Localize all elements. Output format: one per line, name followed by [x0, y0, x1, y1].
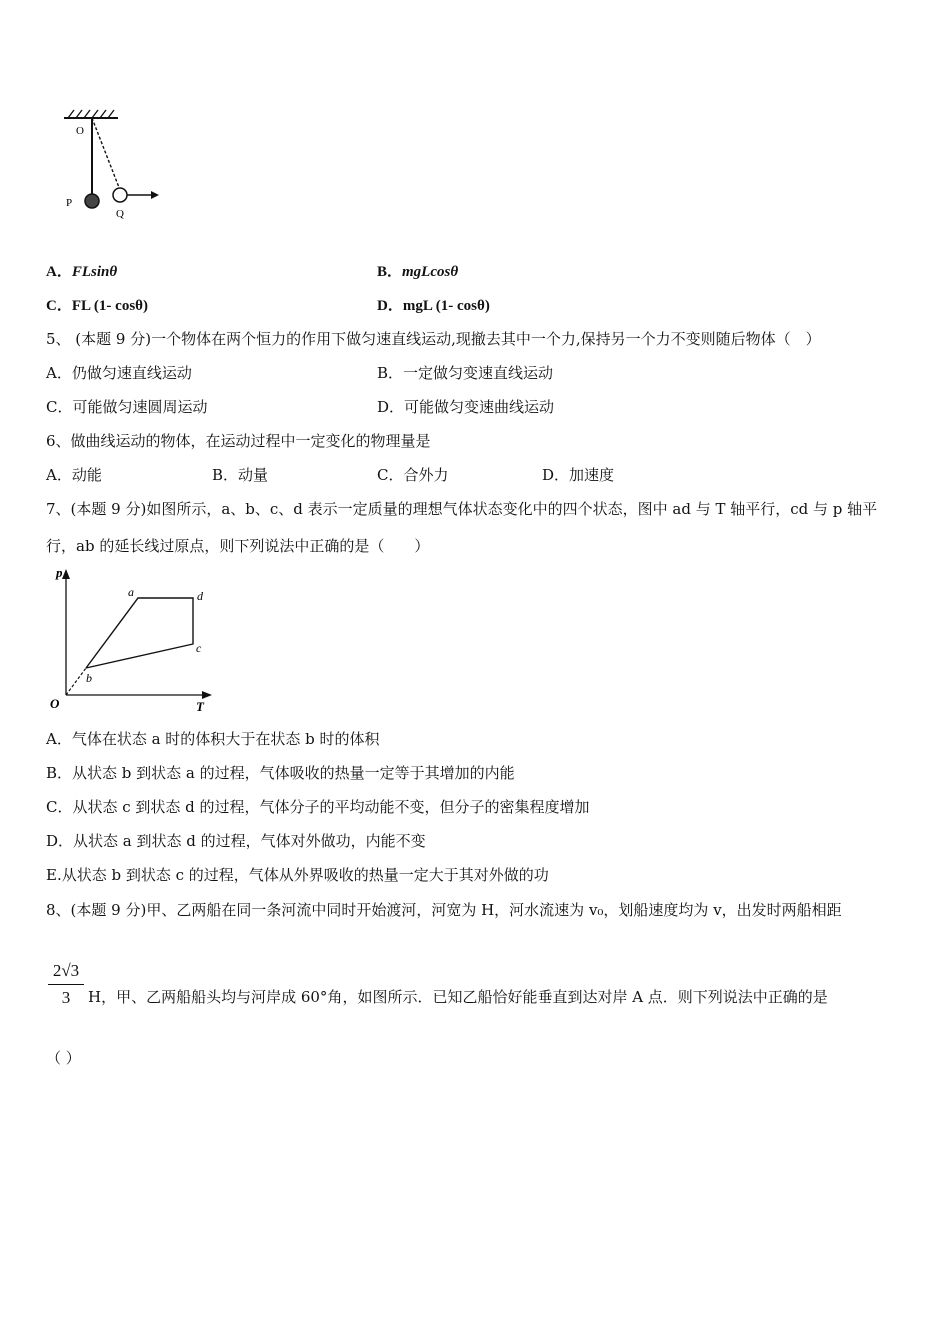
label-q: Q — [116, 208, 124, 220]
state-b: b — [86, 671, 92, 685]
axis-t: T — [196, 699, 204, 714]
q8-stem-line2: H，甲、乙两船船头均与河岸成 60°角，如图所示．已知乙船恰好能垂直到达对岸 A 点．则下列说法中正确的是 — [88, 988, 828, 1006]
q4-option-d: D．mgL (1- cosθ) — [377, 298, 490, 314]
state-c: c — [196, 641, 202, 655]
q6-option-d: D．加速度 — [542, 466, 615, 484]
state-a: a — [128, 585, 134, 599]
q7-option-c: C．从状态 c 到状态 d 的过程，气体分子的平均动能不变，但分子的密集程度增加 — [46, 798, 590, 816]
pendulum-figure — [58, 106, 178, 226]
q4-option-b: B．mgLcosθ — [377, 264, 459, 280]
state-d: d — [197, 589, 203, 603]
q7-stem-line2: 行，ab 的延长线过原点，则下列说法中正确的是（ ） — [46, 537, 430, 555]
axis-p: p — [56, 565, 63, 580]
q7-option-a: A．气体在状态 a 时的体积大于在状态 b 时的体积 — [46, 730, 380, 748]
label-o: O — [76, 125, 84, 137]
q8-answer-paren: （ ） — [46, 1049, 81, 1067]
fraction-denominator: 3 — [61, 988, 71, 1007]
q7-option-d: D．从状态 a 到状态 d 的过程，气体对外做功，内能不变 — [46, 832, 426, 850]
fraction — [46, 960, 86, 1009]
q6-stem: 6、做曲线运动的物体，在运动过程中一定变化的物理量是 — [46, 432, 431, 450]
q5-stem: 5、 (本题 9 分)一个物体在两个恒力的作用下做匀速直线运动,现撤去其中一个力,保持另一个力不变则随后物体（ ） — [46, 330, 821, 348]
q5-option-c: C．可能做匀速圆周运动 — [46, 398, 208, 416]
fraction-numerator: 2√3 — [52, 961, 80, 980]
q5-option-d: D．可能做匀变速曲线运动 — [377, 398, 555, 416]
q7-option-e: E.从状态 b 到状态 c 的过程，气体从外界吸收的热量一定大于其对外做的功 — [46, 866, 549, 884]
label-p: P — [66, 197, 73, 209]
q5-option-b: B．一定做匀变速直线运动 — [377, 364, 554, 382]
q8-stem-line1: 8、(本题 9 分)甲、乙两船在同一条河流中同时开始渡河，河宽为 H，河水流速为 v₀，划船速度均为 v，出发时两船相距 — [46, 901, 842, 919]
q6-option-c: C．合外力 — [377, 466, 449, 484]
q6-option-a: A．动能 — [46, 466, 102, 484]
q4-option-c: C．FL (1- cosθ) — [46, 298, 148, 314]
origin-o: O — [50, 696, 60, 711]
pt-graph — [44, 565, 224, 715]
q6-option-b: B．动量 — [212, 466, 269, 484]
q4-option-a: A．FLsinθ — [46, 264, 118, 280]
q5-option-a: A．仍做匀速直线运动 — [46, 364, 192, 382]
q7-stem-line1: 7、(本题 9 分)如图所示，a、b、c、d 表示一定质量的理想气体状态变化中的四个状态，图中 ad 与 T 轴平行，cd 与 p 轴平 — [46, 500, 878, 518]
q7-option-b: B．从状态 b 到状态 a 的过程，气体吸收的热量一定等于其增加的内能 — [46, 764, 515, 782]
